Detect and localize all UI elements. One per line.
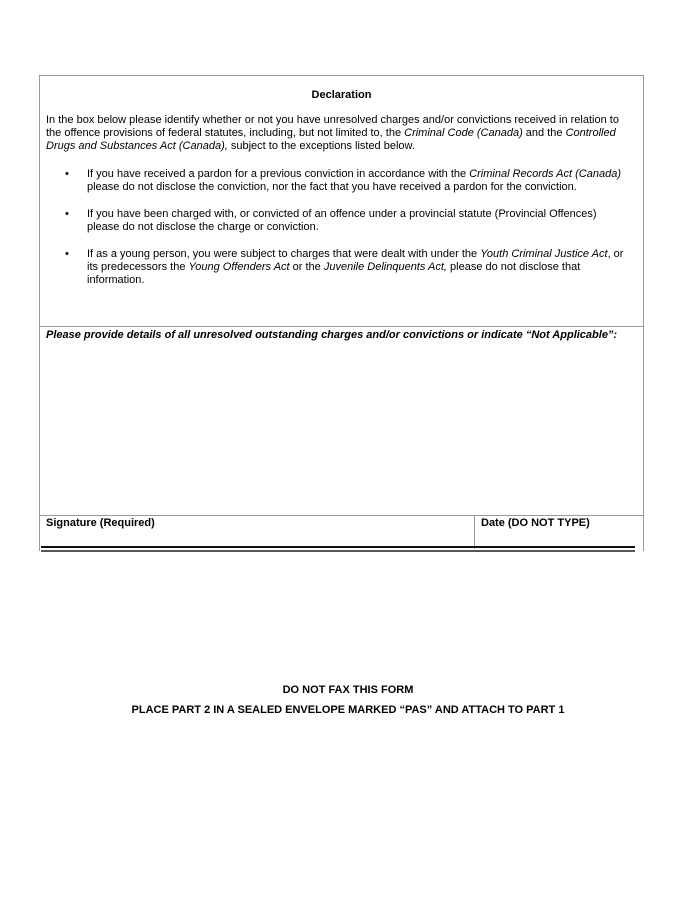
- details-input[interactable]: [42, 346, 641, 513]
- bullet-icon: •: [65, 208, 69, 220]
- intro-criminal-code: Criminal Code (Canada): [404, 127, 523, 139]
- details-section: [40, 326, 643, 515]
- bullet-icon: •: [65, 248, 69, 260]
- exception-act-name: Youth Criminal Justice Act: [480, 248, 608, 260]
- bullet-icon: •: [65, 168, 69, 180]
- exception-act-name: Juvenile Delinquents Act,: [323, 261, 447, 273]
- exception-text: please do not disclose that information.: [87, 261, 581, 286]
- exception-text: If as a young person, you were subject to charges that were dealt with under the: [87, 248, 481, 260]
- exception-item-youth: [40, 248, 643, 287]
- exception-item-provincial: [40, 208, 643, 234]
- intro-text: and the: [522, 127, 566, 139]
- no-fax-notice: DO NOT FAX THIS FORM: [282, 684, 414, 696]
- exception-text: If you have been charged with, or convicted of an offence under a provincial statute (Provincial Offences) please do not disclose the charge or conviction.: [87, 208, 597, 233]
- signature-label: Signature (Required): [46, 517, 155, 529]
- exception-text: , or its predecessors the: [87, 248, 624, 273]
- declaration-form: [39, 75, 644, 551]
- exception-act-name: Young Offenders Act: [188, 261, 290, 273]
- details-label: Please provide details of all unresolved outstanding charges and/or convictions or indicate “Not Applicable”:: [46, 329, 618, 341]
- declaration-section: [40, 76, 643, 326]
- intro-text: In the box below please identify whether or not you have unresolved charges and/or convictions received in relation to the offence provisions of federal statutes, including, but not limited to, the: [46, 114, 619, 139]
- form-bottom-double-rule: [41, 546, 635, 552]
- exceptions-list: [40, 168, 643, 301]
- exception-text: please do not disclose the conviction, nor the fact that you have received a pardon for the conviction.: [87, 181, 577, 193]
- exception-text: If you have received a pardon for a previous conviction in accordance with the: [87, 168, 470, 180]
- exception-act-name: Criminal Records Act (Canada): [469, 168, 621, 180]
- intro-text: subject to the exceptions listed below.: [227, 140, 415, 152]
- declaration-intro: [46, 114, 633, 153]
- declaration-title: Declaration: [311, 89, 372, 101]
- intro-cdsa: Controlled Drugs and Substances Act (Canada),: [46, 127, 616, 152]
- envelope-instruction: PLACE PART 2 IN A SEALED ENVELOPE MARKED “PAS” AND ATTACH TO PART 1: [131, 704, 565, 716]
- date-label: Date (DO NOT TYPE): [481, 517, 590, 529]
- exception-text: or the: [289, 261, 324, 273]
- exception-item-pardon: [40, 168, 643, 194]
